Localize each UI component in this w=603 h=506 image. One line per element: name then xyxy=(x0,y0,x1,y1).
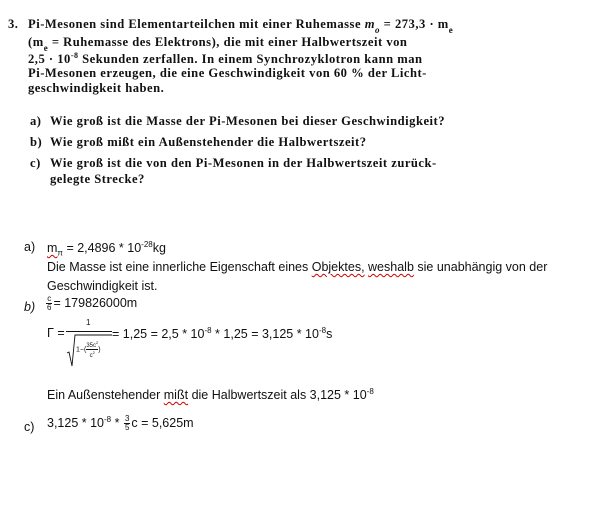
question-a-text: Wie groß ist die Masse der Pi-Mesonen bei dieser Geschwindigkeit? xyxy=(50,114,446,128)
pion-mass-symbol xyxy=(47,241,63,258)
answer-c-pre: 3,125 * 10 xyxy=(47,416,104,431)
answer-b-expl-word-misst: mißt xyxy=(163,388,189,403)
radicand-fraction xyxy=(86,340,101,359)
gamma-label: Γ = xyxy=(47,326,65,340)
answer-b-expl-exp: -8 xyxy=(366,387,374,396)
question-b-text: Wie groß mißt ein Außenstehender die Halbwertszeit? xyxy=(50,135,367,149)
answer-a-explanation-1 xyxy=(47,260,547,274)
problem-line-4: Pi-Mesonen erzeugen, die eine Geschwindigkeit von 60 % der Licht- xyxy=(28,66,427,80)
answer-a-exp: -28 xyxy=(141,240,153,249)
radicand-num-c: c xyxy=(93,343,96,349)
problem-line-1-text: Pi-Mesonen sind Elementarteilchen mit einer Ruhemasse xyxy=(28,17,362,31)
gamma-result xyxy=(112,326,332,341)
problem-line-2-sub: e xyxy=(43,43,49,53)
answer-c-exp: -8 xyxy=(104,415,112,424)
question-c-text-1: Wie groß ist die von den Pi-Mesonen in der Halbwertszeit zurück- xyxy=(50,156,437,170)
gamma-radicand xyxy=(76,340,101,359)
problem-line-3-text: Sekunden zerfallen. In einem Synchrozyklotron kann man xyxy=(82,52,423,67)
answer-a-expl-post: sie unabhängig von der xyxy=(417,260,548,274)
radicand-num-5: 5 xyxy=(89,343,93,349)
answer-a-value: = 2,4896 * 10 xyxy=(66,241,142,256)
gamma-numerator: 1 xyxy=(86,318,91,327)
question-c-label: c) xyxy=(30,156,41,170)
answer-c-mul: * xyxy=(111,416,123,431)
problem-line-1-value: = 273,3 · m xyxy=(383,17,449,31)
radicand-open: 1−( xyxy=(76,346,87,354)
pion-mass-sub: π xyxy=(57,248,63,258)
fraction-c-denominator: 5 xyxy=(124,423,130,433)
pion-mass-m: m xyxy=(47,241,58,256)
problem-line-2-open: (m xyxy=(28,35,44,49)
question-b-label: b) xyxy=(30,135,43,149)
answer-b-explanation xyxy=(47,387,374,402)
fraction-c-numerator: 3 xyxy=(124,414,130,424)
rest-mass-symbol xyxy=(364,17,380,35)
answer-c-label: c) xyxy=(24,420,35,434)
problem-line-3-value: 2,5 · 10 xyxy=(28,52,71,67)
answer-a-label: a) xyxy=(24,240,36,254)
problem-line-1-sub: e xyxy=(448,25,454,35)
answer-b-value: = 179826000m xyxy=(53,295,138,310)
answer-c-result: c = 5,625m xyxy=(131,416,194,431)
answer-a-expl-word-objektes: Objektes, xyxy=(311,260,365,274)
problem-line-3 xyxy=(28,51,423,67)
radicand-denominator: $c^2$ xyxy=(89,350,95,359)
gamma-result-unit: s xyxy=(326,327,333,342)
gamma-result-exp1: -8 xyxy=(204,326,212,335)
radicand-den-c: c xyxy=(89,353,93,359)
answer-c-formula xyxy=(47,415,194,432)
fraction-numerator: c xyxy=(47,294,52,303)
question-a-label: a) xyxy=(30,114,42,128)
gamma-result-exp2: -8 xyxy=(318,326,327,335)
gamma-fraction-bar xyxy=(66,331,112,332)
answer-a-expl-pre: Die Masse ist eine innerliche Eigenschaft eines xyxy=(47,260,309,274)
radicand-num-3: 3 xyxy=(86,343,90,349)
fraction-c-over-6 xyxy=(46,295,52,312)
problem-number: 3. xyxy=(8,17,19,31)
rest-mass-sub: o xyxy=(374,25,380,35)
fraction-3-over-5 xyxy=(124,415,130,432)
rest-mass-m: m xyxy=(364,17,375,31)
problem-line-2-text: = Ruhemasse des Elektrons), die mit einer Halbwertszeit von xyxy=(51,35,408,49)
problem-line-3-exp: -8 xyxy=(70,51,79,60)
answer-b-expl-pre: Ein Außenstehender xyxy=(47,388,161,403)
question-c-text-2: gelegte Strecke? xyxy=(50,172,145,186)
fraction-denominator: 6 xyxy=(47,303,52,312)
answer-b-expl-post: die Halbwertszeit als 3,125 * 10 xyxy=(191,388,367,403)
answer-a-unit: kg xyxy=(152,241,166,256)
answer-a-formula xyxy=(47,240,166,258)
problem-line-1 xyxy=(28,17,454,35)
problem-line-5: geschwindigkeit haben. xyxy=(28,81,165,95)
problem-line-2 xyxy=(28,35,408,53)
answer-a-expl-word-weshalb: weshalb xyxy=(368,260,414,274)
answer-a-explanation-2: Geschwindigkeit ist. xyxy=(47,279,158,293)
gamma-result-pre: = 1,25 = 2,5 * 10 xyxy=(112,327,205,342)
gamma-fraction xyxy=(66,318,112,368)
radicand-numerator: $35c^2$ xyxy=(86,340,99,349)
radicand-close: ) xyxy=(98,346,101,354)
answer-b-speed xyxy=(45,295,137,312)
answer-b-label: b) xyxy=(24,300,36,314)
gamma-result-mid: * 1,25 = 3,125 * 10 xyxy=(211,327,319,342)
